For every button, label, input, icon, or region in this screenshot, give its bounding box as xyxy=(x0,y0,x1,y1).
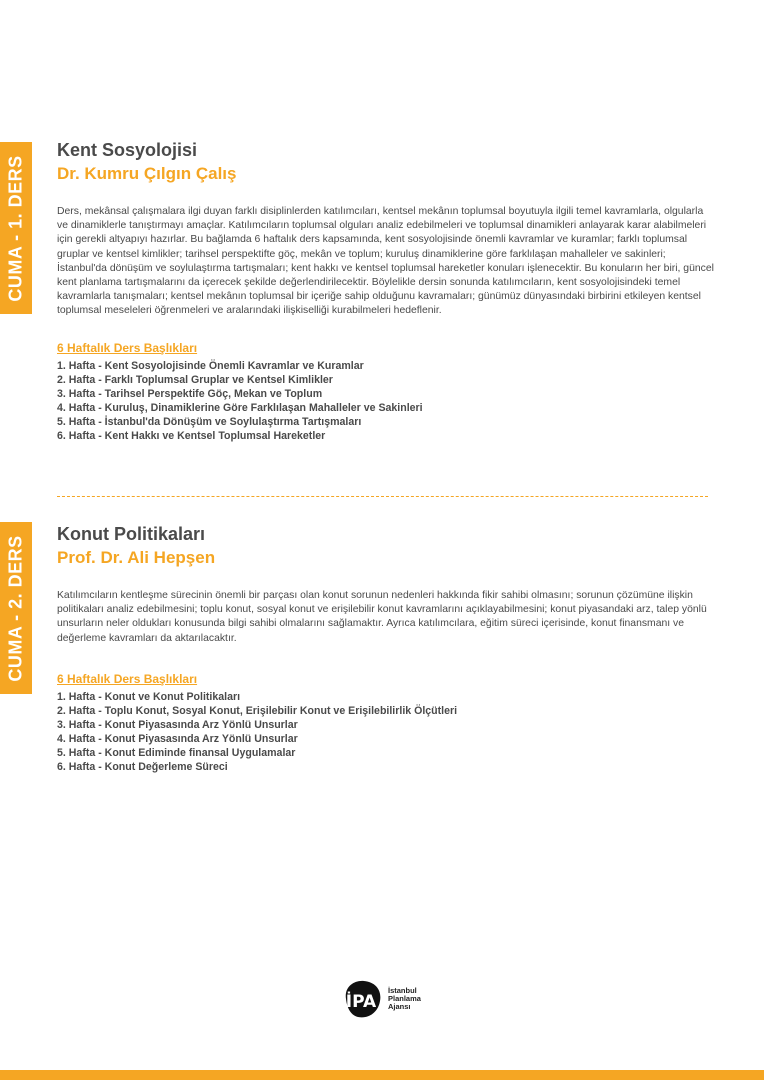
week-item: 3. Hafta - Konut Piyasasında Arz Yönlü Unsurlar xyxy=(57,719,298,731)
week-item: 1. Hafta - Kent Sosyolojisinde Önemli Kavramlar ve Kuramlar xyxy=(57,359,364,372)
logo-mark-text: İPA xyxy=(345,992,377,1012)
week-item: 2. Hafta - Farklı Toplumsal Gruplar ve Kentsel Kimlikler xyxy=(57,373,333,386)
logo-line: Planlama xyxy=(388,993,421,1003)
week-item: 5. Hafta - İstanbul'da Dönüşüm ve Soylulaştırma Tartışmaları xyxy=(57,416,362,428)
week-item: 1. Hafta - Konut ve Konut Politikaları xyxy=(57,690,241,703)
course-description: Ders, mekânsal çalışmalara ilgi duyan farklı disiplinlerden katılımcıları, kentsel mekânın toplumsal boyutuyla ilgili temel kavramlarla, olgularla ve dinamiklerle tanıştırmayı amaçlar. Katılımcıların toplumsal olguları analiz edebilmeleri ve toplumsal dinamikleri anlayarak karar alabilmeleri için gerekli altyapıyı hazırlar. Bu bağlamda 6 haftalık ders kapsamında, kent sosyolojisinde önemli kavramlar ve kuramlar; farklı toplumsal gruplar ve kentsel kimlikler; tarihsel perspektifte göç, mekân ve toplum; kuruluş dinamiklerine göre farklılaşan mahalleler ve sakinleri; İstanbul'da dönüşüm ve soylulaştırma tartışmaları; kent hakkı ve kentsel toplumsal hareketler konuları işlenecektir. Bu konuların her biri, güncel kent planlama tartışmalarını da içerecek şekilde değerlendirilecektir. Böylelikle dersin sonunda katılımcıların, kent sosyolojisindeki temel kavramlarla tanışmaları; kentsel mekânın toplumsal bir içeriğe sahip olduğunu kavramaları; günümüz dünyasındaki birbirini etkileyen kentsel toplumsal meseleleri öğrenmeleri ve aralarındaki ilişkiselliği kurabilmeleri hedeflenir. xyxy=(57,206,714,317)
week-item: 6. Hafta - Konut Değerleme Süreci xyxy=(57,761,228,774)
ipa-logo xyxy=(338,977,438,1021)
week-item: 4. Hafta - Konut Piyasasında Arz Yönlü Unsurlar xyxy=(57,733,298,746)
weeks-heading: 6 Haftalık Ders Başlıkları xyxy=(57,671,198,686)
week-item: 4. Hafta - Kuruluş, Dinamiklerine Göre Farklılaşan Mahalleler ve Sakinleri xyxy=(57,401,423,414)
logo-line: İstanbul xyxy=(388,985,417,995)
side-tab-friday-lesson-1 xyxy=(0,142,32,314)
week-list xyxy=(57,690,717,775)
week-item: 6. Hafta - Kent Hakkı ve Kentsel Toplumsal Hareketler xyxy=(57,430,326,443)
section-divider xyxy=(57,496,708,497)
weeks-heading: 6 Haftalık Ders Başlıkları xyxy=(57,340,198,355)
logo-wordmark xyxy=(388,987,421,1012)
course-title: Konut Politikaları xyxy=(57,524,206,544)
side-tab-label: CUMA - 1. DERS xyxy=(5,154,26,302)
side-tab-friday-lesson-2 xyxy=(0,522,32,694)
course-description: Katılımcıların kentleşme sürecinin önemli bir parçası olan konut sorunun nedenleri hakkında fikir sahibi olmasını; sorunun çözümüne ilişkin politikaları analiz edebilmesini; toplu konut, sosyal konut ve erişilebilir konut kavramlarını açıklayabilmesini; konut piyasandaki arz, talep yönlü unsurların neler oldukları konusunda bilgi sahibi olmalarını sağlamaktır. Ayrıca katılımcılara, eğitim süreci içerisinde, konut finansmanı ve değerleme kavramları da aktarılacaktır. xyxy=(57,590,707,644)
course-section-1 xyxy=(57,138,717,443)
bottom-accent-bar xyxy=(0,1070,764,1080)
week-item: 2. Hafta - Toplu Konut, Sosyal Konut, Erişilebilir Konut ve Erişilebilirlik Ölçütleri xyxy=(57,704,458,717)
ipa-logo-mark-icon xyxy=(338,977,386,1021)
course-section-2 xyxy=(57,522,717,774)
course-title: Kent Sosyolojisi xyxy=(57,140,198,160)
week-item: 3. Hafta - Tarihsel Perspektife Göç, Mekan ve Toplum xyxy=(57,387,323,400)
side-tab-label: CUMA - 2. DERS xyxy=(5,534,26,682)
logo-line: Ajansı xyxy=(388,1002,411,1012)
course-instructor: Dr. Kumru Çılgın Çalış xyxy=(57,164,237,183)
week-list xyxy=(57,359,717,444)
course-instructor: Prof. Dr. Ali Hepşen xyxy=(57,548,216,567)
week-item: 5. Hafta - Konut Ediminde finansal Uygulamalar xyxy=(57,747,296,760)
